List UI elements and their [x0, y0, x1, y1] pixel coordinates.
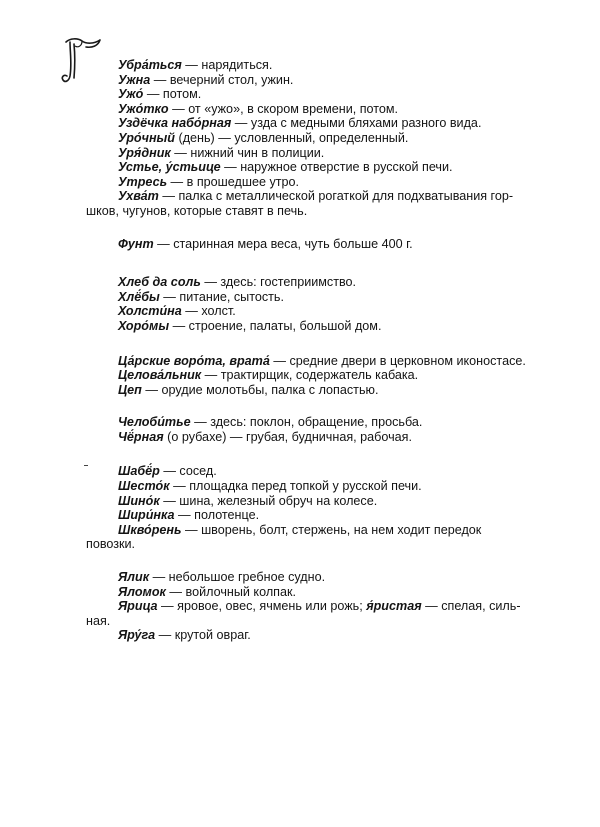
group-gap [118, 334, 558, 354]
glossary-entry [118, 508, 558, 523]
entry-definition: — потом. [143, 87, 202, 102]
glossary-entry [118, 160, 558, 175]
glossary-entry [118, 304, 558, 319]
entry-definition: — здесь: гостеприимство. [200, 275, 357, 290]
entry-continuation: ная. [86, 613, 111, 628]
glossary-entry [118, 570, 558, 585]
entry-term: Ухва́т [118, 189, 159, 204]
glossary-entry [118, 58, 558, 73]
glossary-entry [118, 116, 558, 131]
entry-definition: — холст. [181, 304, 236, 319]
glossary-entry [118, 585, 558, 600]
glossary-entry [118, 368, 558, 383]
entry-term: Хлё́бы [118, 289, 160, 304]
entry-definition: — войлочный колпак. [165, 584, 296, 599]
group-gap [118, 397, 558, 415]
margin-mark [84, 465, 88, 466]
entry-definition: — строение, палаты, большой дом. [169, 318, 382, 333]
entry-term: я́ристая [366, 599, 422, 614]
glossary-entry [118, 87, 558, 102]
glossary-entry [86, 189, 558, 218]
entry-definition: — здесь: поклон, обращение, просьба. [190, 415, 423, 430]
entry-term: Ужо́ [118, 87, 144, 102]
entry-definition: — шина, железный обруч на колесе. [159, 493, 378, 508]
entry-term: Шири́нка [118, 508, 175, 523]
entry-term: Цеп [118, 382, 142, 397]
entry-definition: — вечерний стол, ужин. [150, 72, 294, 87]
entry-term: Уря́дник [118, 145, 171, 160]
entry-definition: — сосед. [159, 464, 217, 479]
entry-term: Ца́рские воро́та, врата́ [118, 353, 270, 368]
ornamental-bracket-icon [60, 36, 104, 86]
entry-definition: — палка с металлической рогаткой для подхватывания гор- [158, 189, 514, 204]
entry-definition: — яровое, овес, ячмень или рожь; [157, 599, 367, 614]
entry-term: Ялик [118, 570, 150, 585]
entry-term: Яломок [118, 584, 166, 599]
entry-definition: — от «ужо», в скором времени, потом. [168, 101, 399, 116]
glossary-entry [118, 319, 558, 334]
entry-definition: — трактирщик, содержатель кабака. [201, 368, 419, 383]
glossary-entry [118, 464, 558, 479]
entry-definition: — площадка перед топкой у русской печи. [169, 479, 422, 494]
entry-definition: — питание, сытость. [159, 289, 284, 304]
glossary-entry [118, 146, 558, 161]
glossary-entry [118, 628, 558, 643]
entry-term: Челоби́тье [118, 415, 191, 430]
entry-term: Ужна [118, 72, 151, 87]
entry-term: Фунт [118, 236, 154, 251]
glossary-entry [118, 131, 558, 146]
glossary-entry [86, 599, 558, 628]
entry-definition: — крутой овраг. [155, 628, 251, 643]
entry-continuation: повозки. [86, 537, 136, 552]
glossary-entry [118, 430, 558, 445]
entry-term: Хоро́мы [118, 318, 170, 333]
entry-term: Шино́к [118, 493, 160, 508]
entry-definition: — спелая, силь- [421, 599, 521, 614]
entry-term: Шесто́к [118, 479, 170, 494]
glossary-entry [118, 237, 558, 252]
entry-term: Хлеб да соль [118, 275, 201, 290]
entry-definition: — нарядиться. [181, 58, 273, 72]
glossary-entry [118, 73, 558, 88]
entry-term: Шабё́р [118, 464, 160, 479]
entry-term: Уздёчка набо́рная [118, 116, 232, 131]
entry-term: Уро́чный [118, 130, 175, 145]
glossary-entry [118, 494, 558, 509]
entry-term: Шкво́рень [118, 522, 182, 537]
entry-term: Ярица [118, 599, 158, 614]
group-gap [118, 552, 558, 570]
entry-definition: (день) — условленный, определенный. [175, 130, 409, 145]
entry-term: Яру́га [118, 628, 156, 643]
entry-definition: — наружное отверстие в русской печи. [220, 160, 453, 175]
entry-term: Убра́ться [118, 58, 182, 72]
glossary-entry [118, 479, 558, 494]
group-gap [118, 251, 558, 275]
glossary-entry [118, 383, 558, 398]
entry-definition: — шворень, болт, стержень, на нем ходит передок [181, 522, 482, 537]
entry-term: Чё́рная [118, 429, 164, 444]
entry-term: Утресь [118, 174, 168, 189]
entry-term: Холсти́на [118, 304, 182, 319]
glossary-entry [118, 102, 558, 117]
entry-term: Ужо́тко [118, 101, 169, 116]
entry-definition: (о рубахе) — грубая, будничная, рабочая. [163, 429, 412, 444]
entry-definition: — орудие молотьбы, палка с лопастью. [141, 382, 379, 397]
glossary-entry [118, 290, 558, 305]
group-gap [118, 444, 558, 464]
glossary-entry [118, 275, 558, 290]
glossary-entry [118, 354, 558, 369]
glossary-entries [86, 58, 558, 643]
glossary-entry [118, 415, 558, 430]
entry-term: Целова́льник [118, 368, 202, 383]
entry-definition: — старинная мера веса, чуть больше 400 г. [153, 236, 413, 251]
group-gap [118, 219, 558, 237]
entry-definition: — небольшое гребное судно. [149, 570, 326, 585]
entry-definition: — полотенце. [174, 508, 260, 523]
entry-definition: — средние двери в церковном иконостасе. [269, 353, 526, 368]
entry-definition: — в прошедшее утро. [167, 174, 300, 189]
entry-continuation: шков, чугунов, которые ставят в печь. [86, 203, 308, 218]
entry-definition: — узда с медными бляхами разного вида. [231, 116, 482, 131]
glossary-entry [118, 175, 558, 190]
entry-definition: — нижний чин в полиции. [170, 145, 325, 160]
glossary-entry [86, 522, 558, 552]
entry-term: Устье, у́стьице [118, 160, 221, 175]
